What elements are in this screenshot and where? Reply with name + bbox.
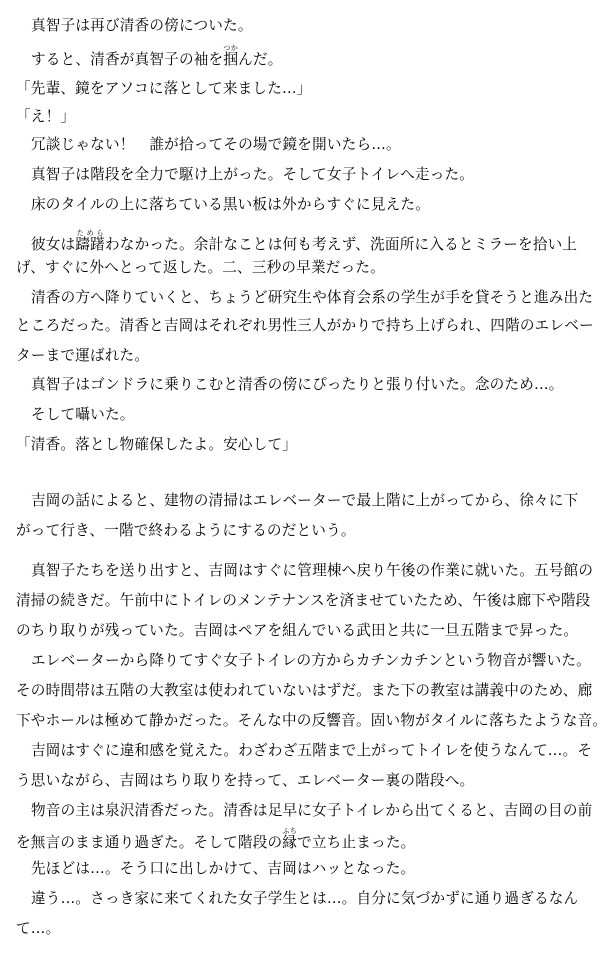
text-line: 吉岡はすぐに違和感を覚えた。わざわざ五階まで上がってトイレを使うなんて…。そ <box>31 742 593 759</box>
ruby-reading: ふち <box>282 827 298 835</box>
text-line: 真智子は階段を全力で駆け上がった。そして女子トイレへ走った。 <box>31 166 475 183</box>
text-line: 冗談じゃない！ 誰が拾ってその場で鏡を開いたら…。 <box>31 136 401 153</box>
ruby-annotated-word <box>75 229 105 253</box>
text-line: 真智子はゴンドラに乗りこむと清香の傍にぴったりと張り付いた。念のため…。 <box>31 376 564 393</box>
text-line: がって行き、一階で終わるようにするのだという。 <box>16 522 356 539</box>
text-line: 「え！」 <box>16 108 76 125</box>
text-line: う思いながら、吉岡はちり取りを持って、エレベーター裏の階段へ。 <box>16 772 475 789</box>
text-line: 「先輩、鏡をアソコに落として来ました…」 <box>16 80 312 97</box>
text-line: 吉岡の話によると、建物の清掃はエレベーターで最上階に上がってから、徐々に下 <box>31 492 579 509</box>
ruby-reading: ためら <box>75 229 105 237</box>
text-line: 床のタイルの上に落ちている黒い板は外からすぐに見えた。 <box>31 196 430 213</box>
text-line: 清香の方へ降りていくと、ちょうど研究生や体育会系の学生が手を貸そうと進み出た <box>31 289 594 306</box>
text-line: 違う…。さっき家に来てくれた女子学生とは…。自分に気づかずに通り過ぎるなん <box>31 890 579 907</box>
text-line: ターまで運ばれた。 <box>16 347 150 364</box>
text-line: て…。 <box>16 920 61 937</box>
ruby-base: 縁 <box>282 834 298 851</box>
text-line: 下やホールは極めて静かだった。そんな中の反響音。固い物がタイルに落ちたような音。 <box>16 712 608 729</box>
text-line: そして囁いた。 <box>31 406 135 423</box>
text-line: 清掃の続きだ。午前中にトイレのメンテナンスを済ませていたため、午後は廊下や階段 <box>16 592 591 609</box>
text-line: 物音の主は泉沢清香だった。清香は足早に女子トイレから出てくると、吉岡の目の前 <box>31 802 593 819</box>
ruby-annotated-word <box>282 827 298 851</box>
text-segment: わなかった。余計なことは何も考えず、洗面所に入るとミラーを拾い上 <box>104 236 578 253</box>
text-line: ところだった。清香と吉岡はそれぞれ男性三人がかりで持ち上げられ、四階のエレベー <box>16 317 594 334</box>
text-line: エレベーターから降りてすぐ女子トイレの方からカチンカチンという物音が響いた。 <box>31 652 591 669</box>
text-segment: 彼女は <box>31 236 76 253</box>
text-segment: で立ち止まった。 <box>297 834 416 851</box>
text-line: 真智子は再び清香の傍についた。 <box>31 17 253 34</box>
text-line: のちり取りが残っていた。吉岡はペアを組んでいる武田と共に一旦五階まで昇った。 <box>16 622 579 639</box>
text-line: 「清香。落とし物確保したよ。安心して」 <box>16 436 298 453</box>
ruby-reading: つか <box>223 44 239 52</box>
document-page <box>16 0 608 971</box>
ruby-base: 躊躇 <box>75 236 105 253</box>
text-segment: すると、清香が真智子の袖を <box>31 51 224 68</box>
text-segment: を無言のまま通り過ぎた。そして階段の <box>16 834 283 851</box>
text-line: 真智子たちを送り出すと、吉岡はすぐに管理棟へ戻り午後の作業に就いた。五号館の <box>31 562 594 579</box>
ruby-annotated-word <box>223 44 239 68</box>
text-segment: んだ。 <box>238 51 283 68</box>
text-line <box>16 827 416 851</box>
text-line <box>16 44 283 68</box>
text-line <box>16 229 578 253</box>
text-line: その時間帯は五階の大教室は使われていないはずだ。また下の教室は講義中のため、廊 <box>16 682 593 699</box>
text-line: げ、すぐに外へとって返した。二、三秒の早業だった。 <box>16 259 385 276</box>
text-line: 先ほどは…。そう口に出しかけて、吉岡はハッとなった。 <box>31 860 416 877</box>
ruby-base: 掴 <box>223 51 239 68</box>
